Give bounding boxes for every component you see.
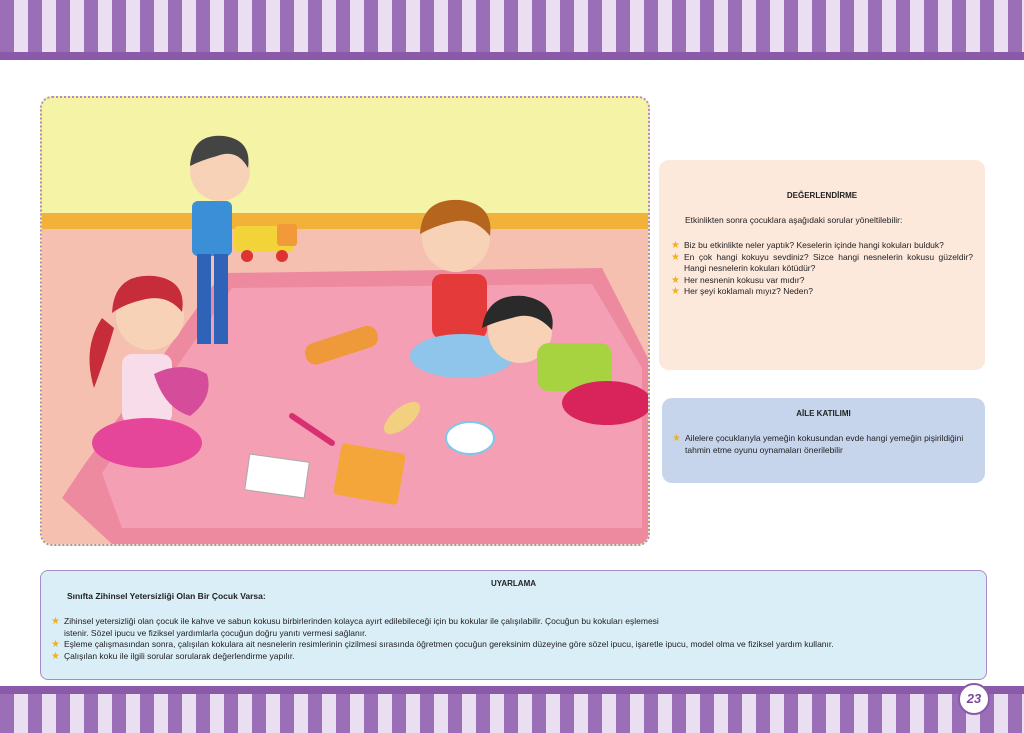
family-title: AİLE KATILIMI <box>796 409 851 418</box>
star-icon: ★ <box>51 616 60 627</box>
adaptation-box <box>40 570 987 680</box>
star-icon: ★ <box>671 240 680 251</box>
star-icon: ★ <box>51 650 60 662</box>
top-band-line <box>0 52 1024 60</box>
evaluation-item: ★ En çok hangi kokuyu sevdiniz? Sizce hangi nesnelerin kokusu güzeldir? Hangi nesnelerin kokuları kötüdür? <box>671 251 973 273</box>
family-participation-box <box>662 398 985 483</box>
star-icon: ★ <box>671 251 680 263</box>
family-list <box>672 433 974 456</box>
adaptation-list <box>51 616 971 662</box>
evaluation-item: ★ Her şeyi koklamalı mıyız? Neden? <box>671 286 813 297</box>
star-icon: ★ <box>671 286 680 297</box>
adaptation-item: ★ Eşleme çalışmasından sonra, çalışılan kokulara ait nesnelerin resimlerinin çizilmesi sırasında öğretmen çocuğun gereksinim düzeyine göre sözel ipucu, işaretle ipucu, model olma ve fiziksel yardım kullanır. <box>51 639 834 650</box>
evaluation-list <box>671 240 973 298</box>
adaptation-title: UYARLAMA <box>490 579 537 588</box>
adaptation-item: ★ Çalışılan koku ile ilgili sorular sorularak değerlendirme yapılır. <box>51 650 295 662</box>
adaptation-item: ★ Zihinsel yetersizliği olan çocuk ile kahve ve sabun kokusu birbirlerinden kolayca ayırt edilebileceği için bu kokular ile çalışılabilir. Çocuğun bu kokuları eşlemesi istenir. Sözel ipucu ve fiziksel yardımlarla çocuğun doğru yanıtı vermesi sağlanır. <box>51 616 659 638</box>
evaluation-intro: Etkinlikten sonra çocuklara aşağıdaki sorular yöneltilebilir: <box>685 215 903 225</box>
evaluation-title: DEĞERLENDİRME <box>786 191 858 200</box>
evaluation-item: ★ Her nesnenin kokusu var mıdır? <box>671 274 805 286</box>
star-icon: ★ <box>671 274 680 286</box>
top-stripe-band <box>0 0 1024 52</box>
children-playing-illustration <box>42 98 648 544</box>
evaluation-box <box>659 160 985 370</box>
family-item: ★ Ailelere çocuklarıyla yemeğin kokusundan evde hangi yemeğin pişirildiğini tahmin etme oyunu oynamaları önerilebilir <box>672 433 964 455</box>
bottom-stripe-band <box>0 694 1024 733</box>
bottom-band-line <box>0 686 1024 694</box>
evaluation-item: ★ Biz bu etkinlikte neler yaptık? Keselerin içinde hangi kokuları bulduk? <box>671 240 944 251</box>
page-number: 23 <box>958 683 990 715</box>
star-icon: ★ <box>672 433 681 444</box>
adaptation-subtitle: Sınıfta Zihinsel Yetersizliği Olan Bir Çocuk Varsa: <box>67 591 266 601</box>
star-icon: ★ <box>51 639 60 650</box>
illustration <box>40 96 650 546</box>
